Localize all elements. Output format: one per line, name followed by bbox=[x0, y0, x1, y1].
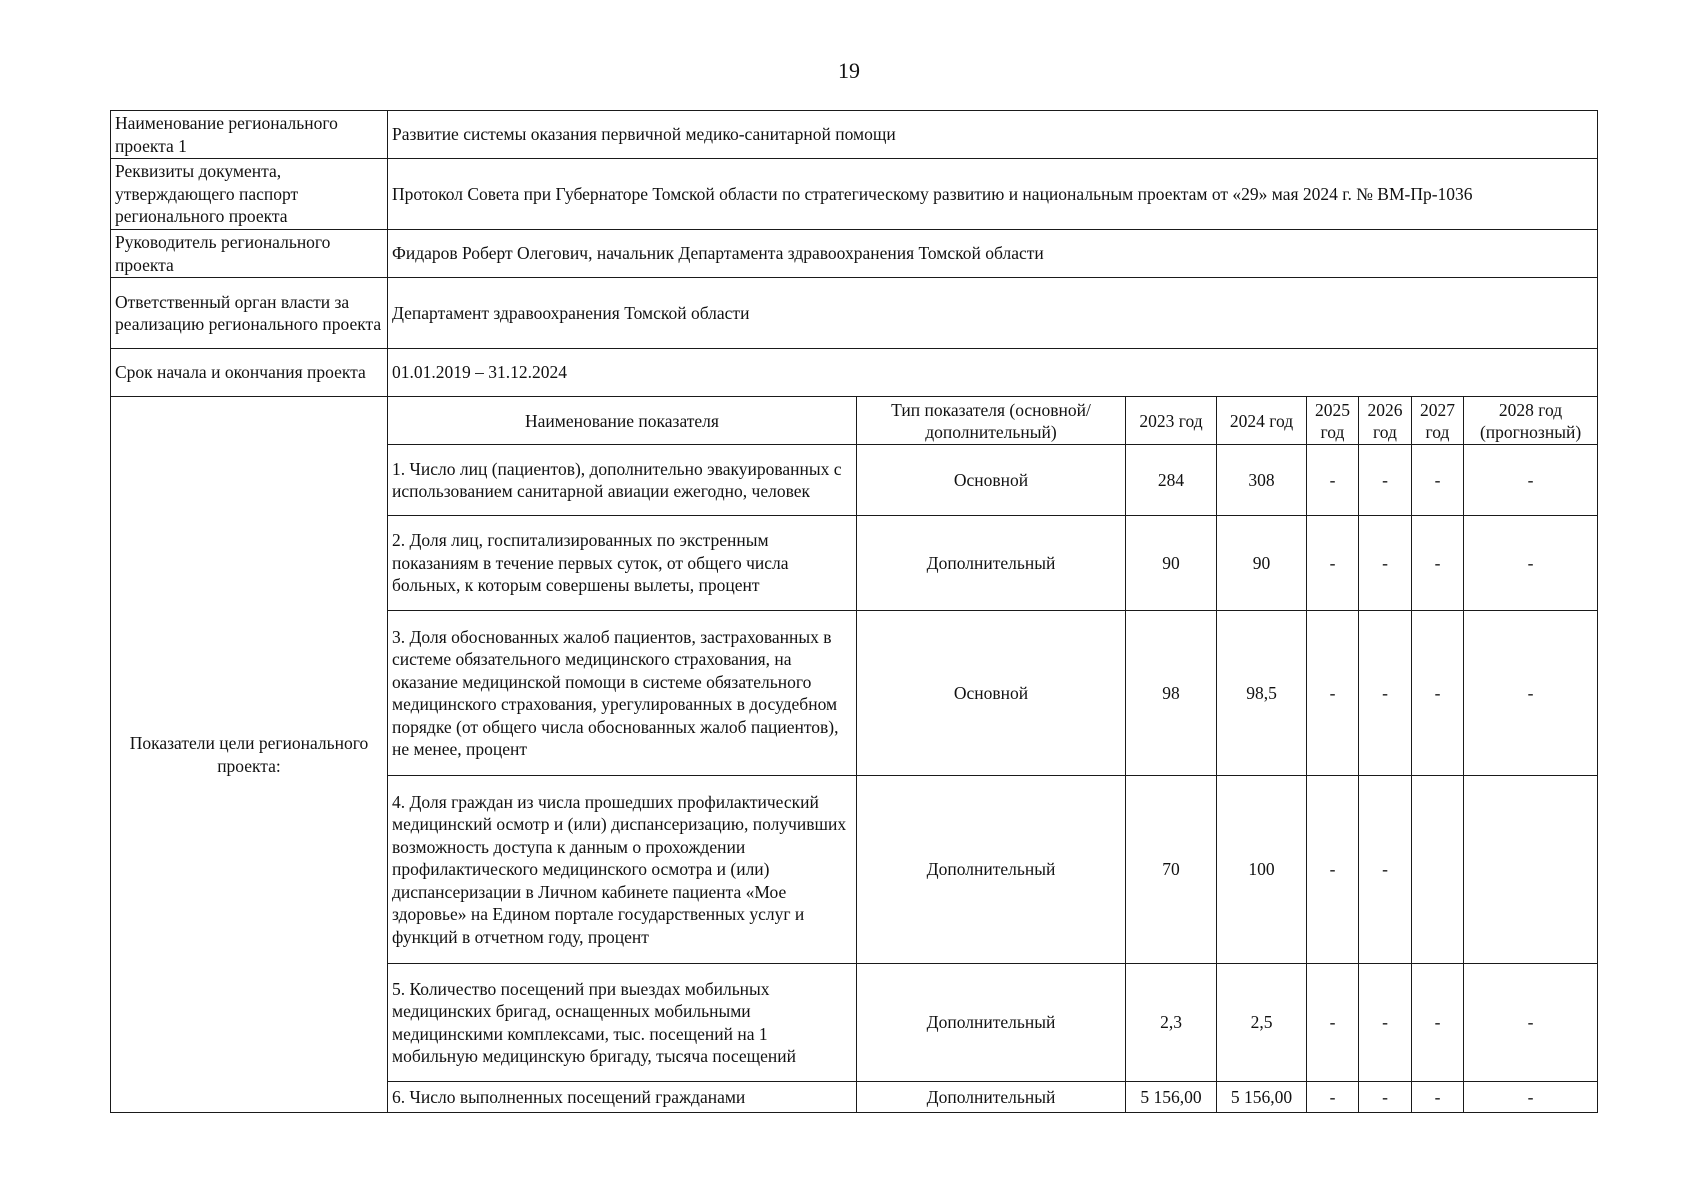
info-label: Ответственный орган власти за реализацию регионального проекта bbox=[111, 278, 388, 349]
indicator-type: Основной bbox=[857, 611, 1126, 776]
value-2028: - bbox=[1464, 516, 1598, 611]
info-row bbox=[111, 159, 1598, 230]
value-2027: - bbox=[1412, 1082, 1464, 1113]
value-2028: - bbox=[1464, 611, 1598, 776]
info-row bbox=[111, 230, 1598, 278]
value-2023: 284 bbox=[1126, 445, 1217, 516]
value-2024: 5 156,00 bbox=[1217, 1082, 1307, 1113]
info-row bbox=[111, 349, 1598, 397]
indicator-type: Основной bbox=[857, 445, 1126, 516]
value-2025: - bbox=[1307, 964, 1359, 1082]
indicator-name: 3. Доля обоснованных жалоб пациентов, застрахованных в системе обязательного медицинского страхования, на оказание медицинской помощи в системе обязательного медицинского страхования, урегулированных в досудебном порядке (от общего числа обоснованных жалоб пациентов), не менее, процент bbox=[388, 611, 857, 776]
info-value: Протокол Совета при Губернаторе Томской области по стратегическому развитию и национальным проектам от «29» мая 2024 г. № ВМ-Пр-1036 bbox=[388, 159, 1598, 230]
value-2028: - bbox=[1464, 1082, 1598, 1113]
value-2027: - bbox=[1412, 611, 1464, 776]
value-2027 bbox=[1412, 776, 1464, 964]
indicator-type: Дополнительный bbox=[857, 1082, 1126, 1113]
value-2026: - bbox=[1359, 445, 1412, 516]
info-row bbox=[111, 111, 1598, 159]
value-2023: 5 156,00 bbox=[1126, 1082, 1217, 1113]
value-2028: - bbox=[1464, 445, 1598, 516]
header-year-2025: 2025 год bbox=[1307, 397, 1359, 445]
header-year-2024: 2024 год bbox=[1217, 397, 1307, 445]
value-2026: - bbox=[1359, 611, 1412, 776]
value-2024: 2,5 bbox=[1217, 964, 1307, 1082]
value-2024: 98,5 bbox=[1217, 611, 1307, 776]
info-value: Развитие системы оказания первичной медико-санитарной помощи bbox=[388, 111, 1598, 159]
header-indicator-type: Тип показателя (основной/дополнительный) bbox=[857, 397, 1126, 445]
info-label: Срок начала и окончания проекта bbox=[111, 349, 388, 397]
value-2028 bbox=[1464, 776, 1598, 964]
indicator-name: 6. Число выполненных посещений гражданами bbox=[388, 1082, 857, 1113]
value-2024: 90 bbox=[1217, 516, 1307, 611]
value-2027: - bbox=[1412, 445, 1464, 516]
header-indicator-name: Наименование показателя bbox=[388, 397, 857, 445]
value-2028: - bbox=[1464, 964, 1598, 1082]
indicator-type: Дополнительный bbox=[857, 776, 1126, 964]
value-2026: - bbox=[1359, 1082, 1412, 1113]
value-2024: 308 bbox=[1217, 445, 1307, 516]
indicator-type: Дополнительный bbox=[857, 964, 1126, 1082]
info-label: Наименование регионального проекта 1 bbox=[111, 111, 388, 159]
info-label: Реквизиты документа, утверждающего паспорт регионального проекта bbox=[111, 159, 388, 230]
header-year-2026: 2026 год bbox=[1359, 397, 1412, 445]
indicator-header-row bbox=[111, 397, 1598, 445]
value-2025: - bbox=[1307, 516, 1359, 611]
value-2025: - bbox=[1307, 776, 1359, 964]
info-row bbox=[111, 278, 1598, 349]
value-2025: - bbox=[1307, 611, 1359, 776]
value-2025: - bbox=[1307, 1082, 1359, 1113]
indicator-name: 4. Доля граждан из числа прошедших профилактический медицинский осмотр и (или) диспансеризацию, получивших возможность доступа к данным о прохождении профилактического медицинского осмотра и (или) диспансеризации в Личном кабинете пациента «Мое здоровье» на Едином портале государственных услуг и функций в отчетном году, процент bbox=[388, 776, 857, 964]
info-value: Фидаров Роберт Олегович, начальник Департамента здравоохранения Томской области bbox=[388, 230, 1598, 278]
value-2023: 90 bbox=[1126, 516, 1217, 611]
value-2024: 100 bbox=[1217, 776, 1307, 964]
info-value: 01.01.2019 – 31.12.2024 bbox=[388, 349, 1598, 397]
indicator-name: 1. Число лиц (пациентов), дополнительно эвакуированных с использованием санитарной авиации ежегодно, человек bbox=[388, 445, 857, 516]
indicator-name: 5. Количество посещений при выездах мобильных медицинских бригад, оснащенных мобильными медицинскими комплексами, тыс. посещений на 1 мобильную медицинскую бригаду, тысяча посещений bbox=[388, 964, 857, 1082]
goal-indicators-label: Показатели цели регионального проекта: bbox=[111, 397, 388, 1113]
page-number: 19 bbox=[838, 58, 860, 83]
value-2027: - bbox=[1412, 516, 1464, 611]
indicator-name: 2. Доля лиц, госпитализированных по экстренным показаниям в течение первых суток, от общего числа больных, к которым совершены вылеты, процент bbox=[388, 516, 857, 611]
value-2023: 98 bbox=[1126, 611, 1217, 776]
value-2027: - bbox=[1412, 964, 1464, 1082]
value-2023: 70 bbox=[1126, 776, 1217, 964]
value-2025: - bbox=[1307, 445, 1359, 516]
header-year-2023: 2023 год bbox=[1126, 397, 1217, 445]
header-year-2027: 2027 год bbox=[1412, 397, 1464, 445]
indicator-type: Дополнительный bbox=[857, 516, 1126, 611]
value-2026: - bbox=[1359, 964, 1412, 1082]
value-2026: - bbox=[1359, 516, 1412, 611]
info-value: Департамент здравоохранения Томской области bbox=[388, 278, 1598, 349]
info-label: Руководитель регионального проекта bbox=[111, 230, 388, 278]
value-2023: 2,3 bbox=[1126, 964, 1217, 1082]
value-2026: - bbox=[1359, 776, 1412, 964]
project-passport-table bbox=[110, 110, 1598, 1113]
header-year-2028: 2028 год (прогнозный) bbox=[1464, 397, 1598, 445]
